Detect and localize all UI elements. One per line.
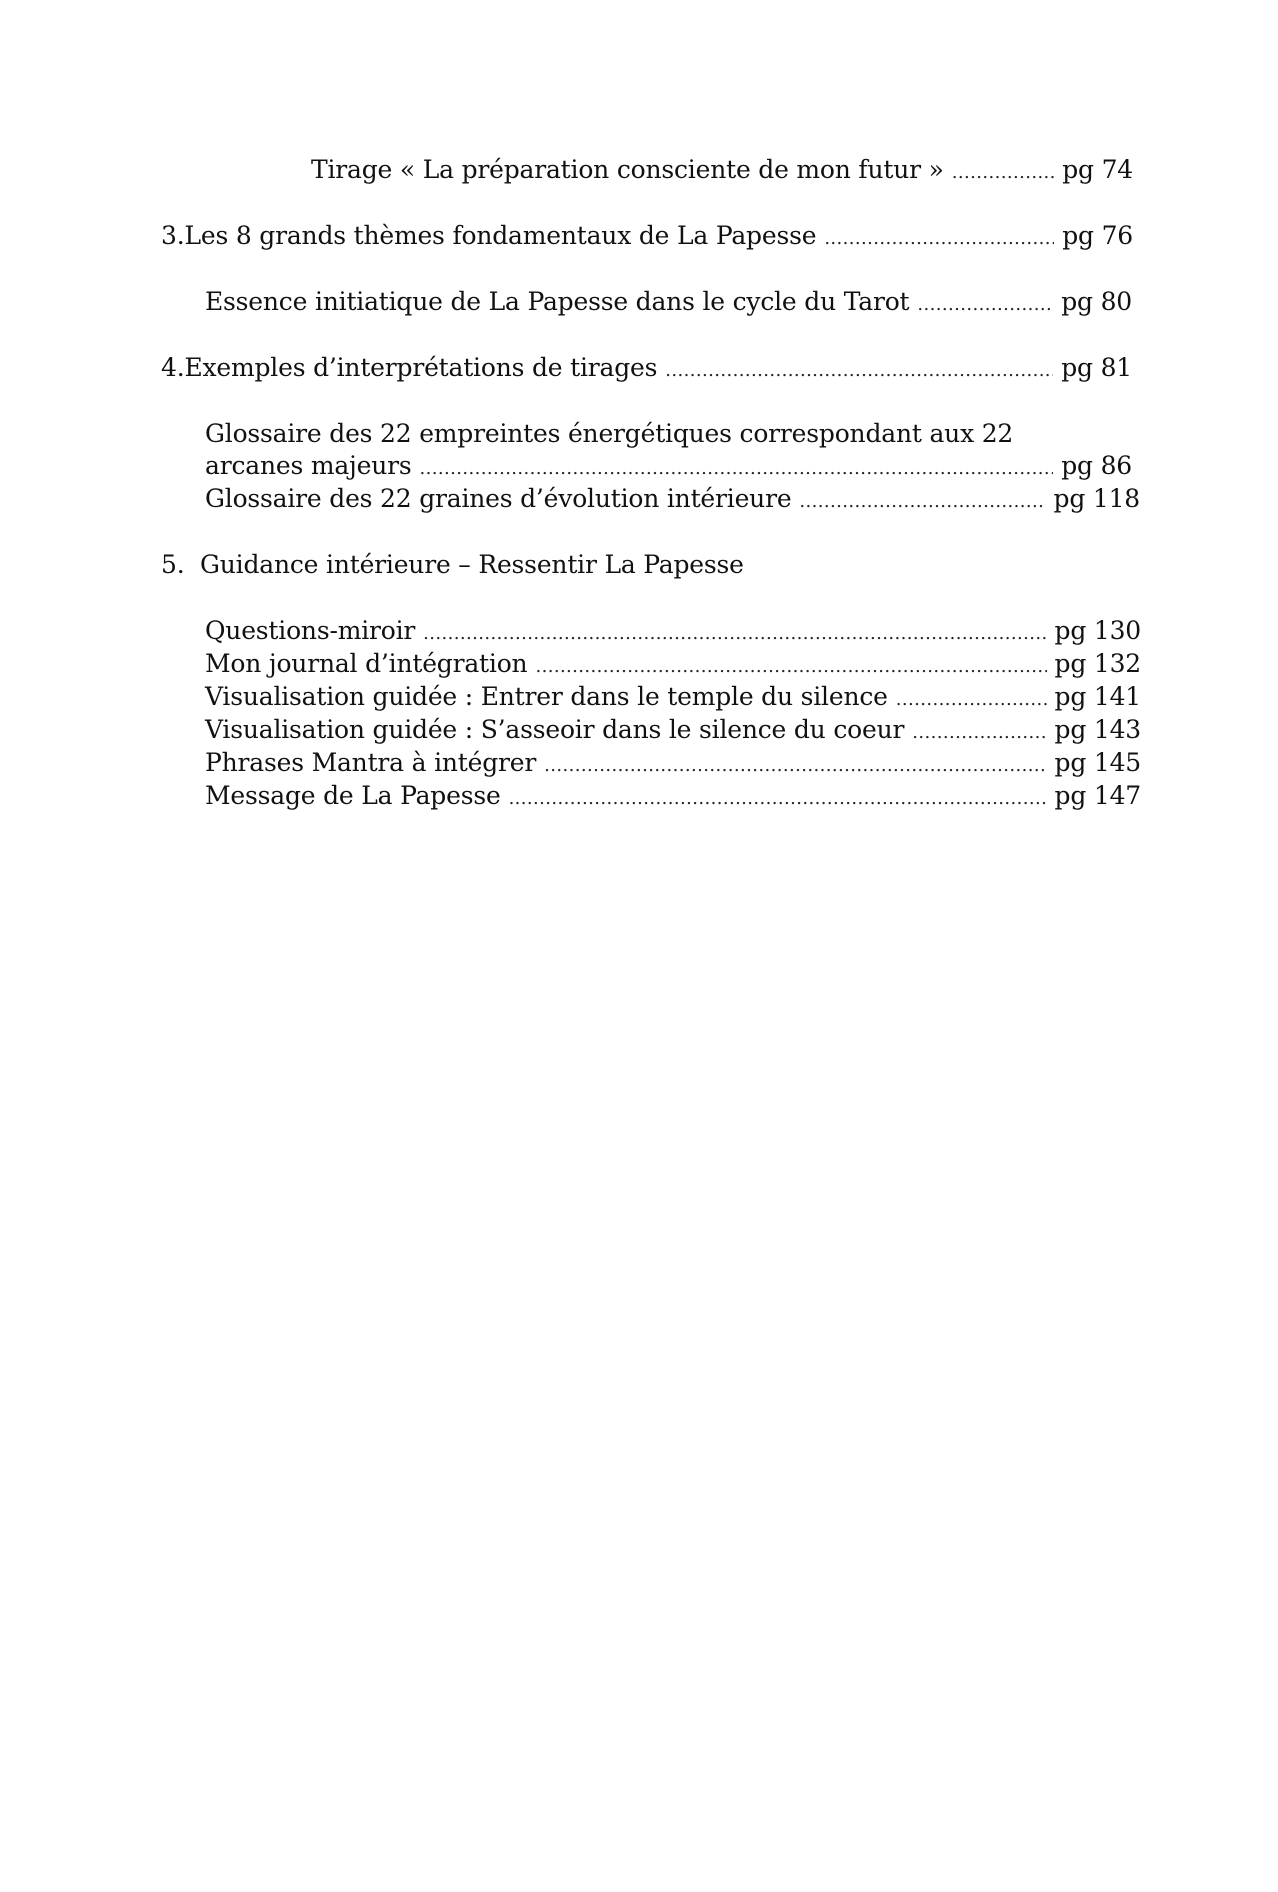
toc-entry-visualisation-coeur — [205, 714, 1141, 749]
toc-entry-label: Visualisation guidée : Entrer dans le temple du silence — [205, 682, 888, 711]
dot-leader — [535, 651, 1046, 683]
toc-entry-tirage-futur — [311, 154, 1133, 189]
dot-leader — [917, 289, 1053, 321]
toc-entry-label: Phrases Mantra à intégrer — [205, 748, 537, 777]
toc-page-number: pg 118 — [1053, 484, 1140, 513]
toc-entry-glossaire-empreintes-line2 — [205, 450, 1132, 485]
dot-leader — [952, 157, 1055, 189]
dot-leader — [799, 486, 1045, 518]
dot-leader — [509, 783, 1047, 815]
section-number: 4. — [161, 353, 185, 382]
section-number: 5. — [161, 550, 185, 579]
toc-page-number: pg 81 — [1061, 353, 1132, 382]
toc-page-number: pg 130 — [1054, 616, 1141, 645]
toc-entry-glossaire-empreintes-line1 — [205, 418, 1025, 450]
toc-entry-label: Tirage « La préparation consciente de mon futur » — [311, 155, 944, 184]
toc-entry-glossaire-graines — [205, 483, 1140, 518]
toc-page-number: pg 76 — [1062, 221, 1133, 250]
toc-section-3 — [161, 220, 1133, 255]
toc-page-number: pg 74 — [1062, 155, 1133, 184]
toc-entry-label: arcanes majeurs — [205, 451, 412, 480]
toc-entry-label: Glossaire des 22 graines d’évolution intérieure — [205, 484, 792, 513]
toc-section-4 — [161, 352, 1132, 387]
dot-leader — [665, 355, 1053, 387]
dot-leader — [824, 223, 1054, 255]
dot-leader — [423, 618, 1046, 650]
toc-entry-label: Glossaire des 22 empreintes énergétiques correspondant aux 22 — [205, 419, 1014, 448]
toc-entry-label: Message de La Papesse — [205, 781, 501, 810]
toc-entry-label: Mon journal d’intégration — [205, 649, 528, 678]
toc-entry-label: Guidance intérieure – Ressentir La Papesse — [200, 550, 744, 579]
toc-page-number: pg 86 — [1061, 451, 1132, 480]
toc-page-number: pg 141 — [1054, 682, 1141, 711]
dot-leader — [544, 750, 1046, 782]
toc-section-5 — [161, 549, 1061, 581]
toc-page-number: pg 132 — [1054, 649, 1141, 678]
toc-entry-essence — [205, 286, 1132, 321]
toc-entry-label: Visualisation guidée : S’asseoir dans le silence du coeur — [205, 715, 905, 744]
toc-page-number: pg 147 — [1054, 781, 1141, 810]
toc-page-number: pg 145 — [1054, 748, 1141, 777]
toc-entry-message — [205, 780, 1141, 815]
dot-leader — [912, 717, 1046, 749]
toc-page-number: pg 143 — [1054, 715, 1141, 744]
toc-entry-journal — [205, 648, 1141, 683]
toc-entry-mantra — [205, 747, 1141, 782]
toc-entry-label: Essence initiatique de La Papesse dans le cycle du Tarot — [205, 287, 910, 316]
toc-page-number: pg 80 — [1061, 287, 1132, 316]
dot-leader — [896, 684, 1047, 716]
toc-entry-label: Exemples d’interprétations de tirages — [184, 353, 658, 382]
toc-entry-visualisation-temple — [205, 681, 1141, 716]
section-number: 3. — [161, 221, 185, 250]
toc-entry-label: Les 8 grands thèmes fondamentaux de La Papesse — [184, 221, 817, 250]
toc-entry-label: Questions-miroir — [205, 616, 416, 645]
toc-entry-questions-miroir — [205, 615, 1141, 650]
dot-leader — [419, 453, 1053, 485]
